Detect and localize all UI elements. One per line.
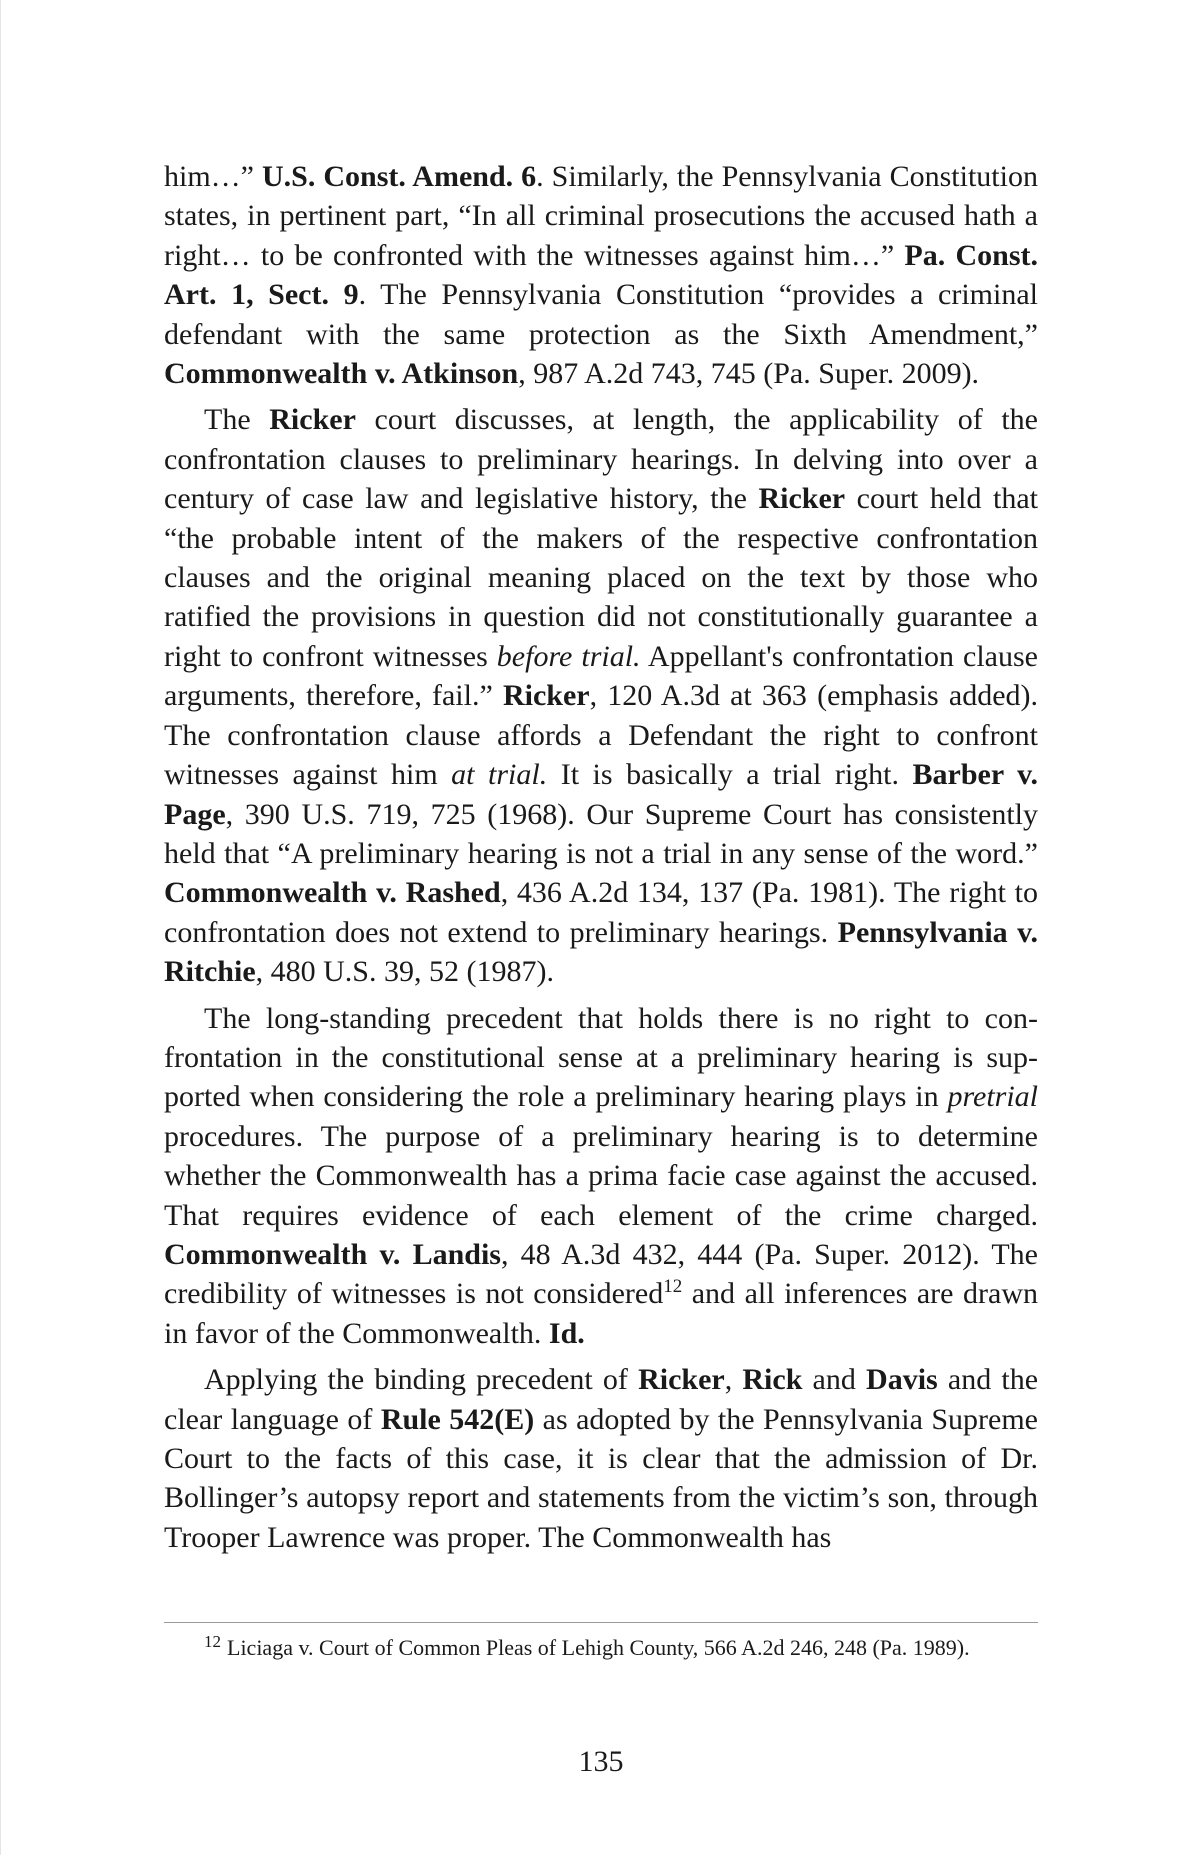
- body-text-run: Applying the binding precedent of: [204, 1363, 639, 1397]
- body-text-run: It is basically a trial right.: [547, 758, 913, 792]
- body-text-run: . Similarly, the Pennsylvania Constitution states, in pertinent part, “In all criminal prosecutions the accused hath a right… to be confronted with the witnesses against him…”: [164, 160, 1038, 272]
- body-text: [164, 157, 1038, 1564]
- body-text-run: procedures. The purpose of a preliminary hearing is to determine whether the Commonwealth has a prima facie case against the accused. That requires evidence of each element of the crime charged.: [164, 1119, 1038, 1232]
- case-citation: Rule 542(E): [380, 1402, 535, 1436]
- body-text-run: ,: [724, 1363, 743, 1397]
- case-citation: Ricker: [758, 482, 846, 516]
- case-citation: Ricker: [638, 1363, 725, 1397]
- body-text-run: The long-standing precedent that holds there is no right to confrontation in the constitutional sense at a preliminary hearing is supported when considering the role a preliminary hearing plays in: [164, 1001, 1038, 1114]
- footnote-divider: [164, 1622, 1038, 1623]
- case-citation: Rick: [742, 1363, 803, 1397]
- body-text-run: The: [204, 403, 270, 437]
- body-text-run: and: [802, 1363, 867, 1397]
- case-citation: Commonwealth v. Rashed: [164, 876, 501, 910]
- page-number: 135: [578, 1745, 624, 1778]
- case-citation: Pa. Const. Art. 1, Sect. 9: [164, 238, 1038, 312]
- body-text-run: , 120 A.3d at 363 (emphasis added). The confrontation clause affords a Defendant the right to confront witnesses against him: [164, 679, 1039, 792]
- footnote-reference: 12: [663, 1276, 683, 1298]
- body-text-run: him…”: [164, 160, 263, 193]
- case-citation: Commonwealth v. Atkinson: [164, 357, 519, 391]
- body-text-run: court held that “the probable intent of the makers of the respective confrontation clauses and the original meaning placed on the text by those who ratified the provisions in question did not constitutionally guarantee a right to confront witnesses: [164, 482, 1039, 673]
- body-text-run: , 48 A.3d 432, 444 (Pa. Super. 2012). The credibility of witnesses is not considered: [164, 1237, 1038, 1311]
- case-citation: Davis: [866, 1363, 938, 1397]
- body-text-run: . The Pennsylvania Constitution “provides a criminal defendant with the same protection as the Sixth Amendment,”: [164, 278, 1039, 351]
- emphasis-text: before trial.: [496, 639, 641, 673]
- body-text-run: court discusses, at length, the applicability of the confrontation clauses to preliminary hearings. In delving into over a century of case law and legislative history, the: [164, 403, 1038, 516]
- case-citation: Pennsylvania v. Ritchie: [164, 915, 1038, 989]
- emphasis-text: at trial.: [451, 758, 548, 792]
- case-citation: U.S. Const. Amend. 6: [262, 160, 537, 193]
- case-citation: Ricker: [269, 403, 356, 437]
- case-citation: Barber v. Page: [164, 758, 1039, 831]
- case-citation: Id.: [548, 1316, 585, 1350]
- paragraph: [164, 1360, 1038, 1557]
- paragraph: [164, 157, 1038, 393]
- footnote-number: 12: [204, 1632, 221, 1651]
- body-text-run: Appellant's confrontation clause arguments, therefore, fail.”: [164, 639, 1038, 713]
- body-text-run: , 390 U.S. 719, 725 (1968). Our Supreme Court has consistently held that “A preliminary hearing is not a trial in any sense of the word.”: [164, 797, 1038, 870]
- body-text-run: and the clear language of: [164, 1363, 1039, 1436]
- paragraph: [164, 400, 1038, 991]
- body-text-run: , 436 A.2d 134, 137 (Pa. 1981). The right to confrontation does not extend to preliminary hearings.: [164, 876, 1038, 949]
- emphasis-text: pretrial: [947, 1080, 1038, 1114]
- body-text-run: as adopted by the Pennsylvania Supreme Court to the facts of this case, it is clear that the admission of Dr. Bollinger’s autopsy report and statements from the victim’s son, through Trooper Lawrence was proper. The Commonwealth has: [164, 1402, 1038, 1554]
- body-text-run: and all inferences are drawn in favor of the Commonwealth.: [164, 1277, 1038, 1350]
- footnote: [164, 1633, 1038, 1663]
- case-citation: Commonwealth v. Landis: [164, 1237, 501, 1271]
- case-citation: Ricker: [502, 679, 590, 713]
- body-text-run: , 987 A.2d 743, 745 (Pa. Super. 2009).: [518, 357, 980, 391]
- paragraph: [164, 999, 1038, 1354]
- body-text-run: , 480 U.S. 39, 52 (1987).: [255, 955, 554, 989]
- footnote-text: Liciaga v. Court of Common Pleas of Lehigh County, 566 A.2d 246, 248 (Pa. 1989).: [227, 1635, 970, 1660]
